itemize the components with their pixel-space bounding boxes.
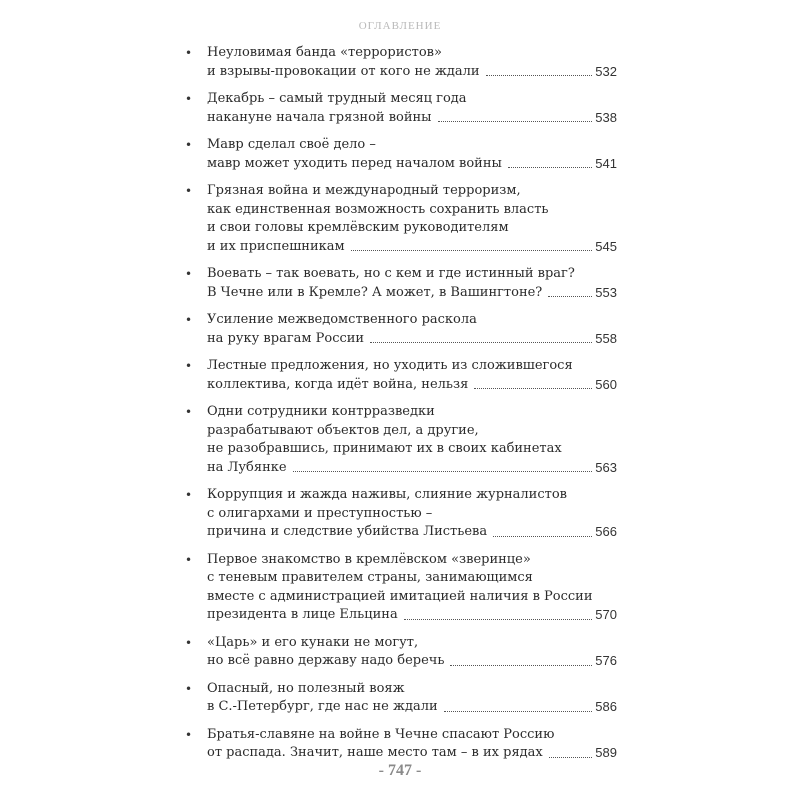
toc-entry-page-number: 532 — [595, 63, 617, 79]
toc-entry-title-line: Мавр сделал своё дело – — [207, 137, 376, 152]
toc-entry — [185, 265, 617, 302]
toc-entry — [185, 357, 617, 394]
toc-entry-last-line — [207, 109, 617, 128]
toc-entry-page-number: 560 — [595, 376, 617, 392]
toc-entry-last-line — [207, 330, 617, 349]
toc-entry — [185, 44, 617, 81]
toc-entry-page-number: 566 — [595, 524, 617, 539]
toc-entry-title-line: президента в лице Ельцина — [207, 607, 398, 622]
table-of-contents — [185, 44, 617, 772]
toc-entry-page-number: 570 — [595, 607, 617, 622]
toc-entry — [185, 136, 617, 173]
dot-leader — [444, 711, 593, 712]
toc-entry-page-number: 553 — [595, 284, 617, 300]
dot-leader — [438, 121, 593, 122]
toc-entry-title-line: и свои головы кремлёвским руководителям — [207, 220, 509, 235]
toc-entry-title-line: Неуловимая банда «террористов» — [207, 45, 442, 60]
toc-entry-title-line: Декабрь – самый трудный месяц года — [207, 91, 467, 106]
toc-entry-title-line: причина и следствие убийства Листьева — [207, 524, 488, 539]
toc-entry-last-line — [207, 63, 617, 82]
bullet-icon: • — [185, 681, 193, 696]
toc-entry — [185, 680, 617, 717]
toc-entry-title-line: но всё равно державу надо беречь — [207, 653, 445, 668]
bullet-icon: • — [185, 359, 193, 373]
toc-entry-last-line — [207, 459, 617, 478]
toc-entry-title-line: Воевать – так воевать, но с кем и где истинный враг? — [207, 266, 575, 281]
toc-entry-title-line: коллектива, когда идёт война, нельзя — [207, 376, 469, 392]
toc-entry-title-line: с олигархами и преступностью – — [207, 505, 433, 521]
toc-entry-title-line: Опасный, но полезный вояж — [207, 680, 405, 696]
toc-entry-last-line — [207, 284, 617, 303]
toc-entry-title-line: «Царь» и его кунаки не могут, — [207, 634, 419, 650]
bullet-icon: • — [185, 727, 193, 742]
bullet-icon: • — [185, 46, 193, 60]
toc-entry-title-line: мавр может уходить перед началом войны — [207, 155, 502, 171]
toc-entry-page-number: 538 — [595, 109, 617, 125]
toc-entry-title-line: на руку врагам России — [207, 330, 365, 346]
toc-entry-title-line: вместе с администрацией имитацией наличия в России — [207, 588, 593, 604]
dot-leader — [486, 75, 593, 76]
toc-entry-page-number: 589 — [595, 745, 617, 760]
toc-entry-title-line: В Чечне или в Кремле? А может, в Вашингтоне? — [207, 284, 543, 300]
toc-entry — [185, 486, 617, 542]
toc-entry — [185, 551, 617, 625]
toc-entry-last-line — [207, 698, 617, 717]
toc-entry — [185, 403, 617, 477]
toc-entry-title-line: на Лубянке — [207, 459, 287, 475]
dot-leader — [474, 388, 592, 389]
toc-entry-last-line — [207, 652, 617, 671]
dot-leader — [548, 296, 592, 297]
toc-entry-title-line: Одни сотрудники контрразведки — [207, 404, 435, 419]
toc-entry-page-number: 586 — [595, 699, 617, 714]
toc-entry — [185, 311, 617, 348]
toc-entry-title-line: Братья-славяне на войне в Чечне спасают Россию — [207, 726, 555, 742]
dot-leader — [493, 536, 592, 537]
dot-leader — [293, 471, 593, 472]
bullet-icon: • — [185, 184, 193, 198]
toc-entry-last-line — [207, 606, 617, 625]
bullet-icon: • — [185, 313, 193, 327]
dot-leader — [450, 665, 592, 666]
toc-entry-title-line: и их приспешникам — [207, 238, 345, 254]
toc-entry-page-number: 541 — [595, 155, 617, 171]
toc-entry-title-line: и взрывы-провокации от кого не ждали — [207, 63, 480, 79]
bullet-icon: • — [185, 267, 193, 281]
toc-entry-title-line: от распада. Значит, наше место там – в их рядах — [207, 745, 543, 760]
dot-leader — [351, 250, 593, 251]
toc-entry-title-line: Коррупция и жажда наживы, слияние журналистов — [207, 487, 567, 502]
toc-entry-page-number: 576 — [595, 653, 617, 668]
bullet-icon: • — [185, 92, 193, 106]
toc-entry — [185, 90, 617, 127]
page-number: - 747 - — [378, 762, 422, 779]
toc-entry — [185, 634, 617, 671]
toc-entry-page-number: 545 — [595, 238, 617, 254]
dot-leader — [370, 342, 592, 343]
toc-entry-last-line — [207, 523, 617, 542]
toc-entry — [185, 726, 617, 763]
bullet-icon: • — [185, 552, 193, 567]
toc-entry-title-line: разрабатывают объектов дел, а другие, — [207, 422, 479, 438]
dot-leader — [508, 167, 592, 168]
toc-entry-title-line: Усиление межведомственного раскола — [207, 312, 477, 327]
toc-entry-title-line: Грязная война и международный терроризм, — [207, 183, 521, 198]
bullet-icon: • — [185, 488, 193, 502]
dot-leader — [549, 757, 593, 758]
bullet-icon: • — [185, 635, 193, 650]
dot-leader — [404, 619, 593, 620]
page-header: ОГЛАВЛЕНИЕ — [358, 20, 442, 32]
toc-entry-last-line — [207, 376, 617, 395]
toc-entry-title-line: накануне начала грязной войны — [207, 109, 432, 125]
toc-entry-last-line — [207, 744, 617, 763]
bullet-icon: • — [185, 138, 193, 152]
toc-entry-title-line: с теневым правителем страны, занимающимся — [207, 570, 533, 585]
toc-entry — [185, 182, 617, 256]
toc-entry-title-line: в С.-Петербург, где нас не ждали — [207, 699, 438, 714]
toc-entry-last-line — [207, 238, 617, 257]
toc-entry-title-line: не разобравшись, принимают их в своих кабинетах — [207, 441, 562, 456]
toc-entry-last-line — [207, 155, 617, 174]
toc-entry-page-number: 558 — [595, 330, 617, 346]
toc-entry-title-line: Лестные предложения, но уходить из сложившегося — [207, 358, 573, 373]
toc-entry-title-line: как единственная возможность сохранить власть — [207, 201, 549, 217]
toc-entry-title-line: Первое знакомство в кремлёвском «зверинце» — [207, 551, 531, 567]
bullet-icon: • — [185, 405, 193, 419]
toc-entry-page-number: 563 — [595, 459, 617, 475]
